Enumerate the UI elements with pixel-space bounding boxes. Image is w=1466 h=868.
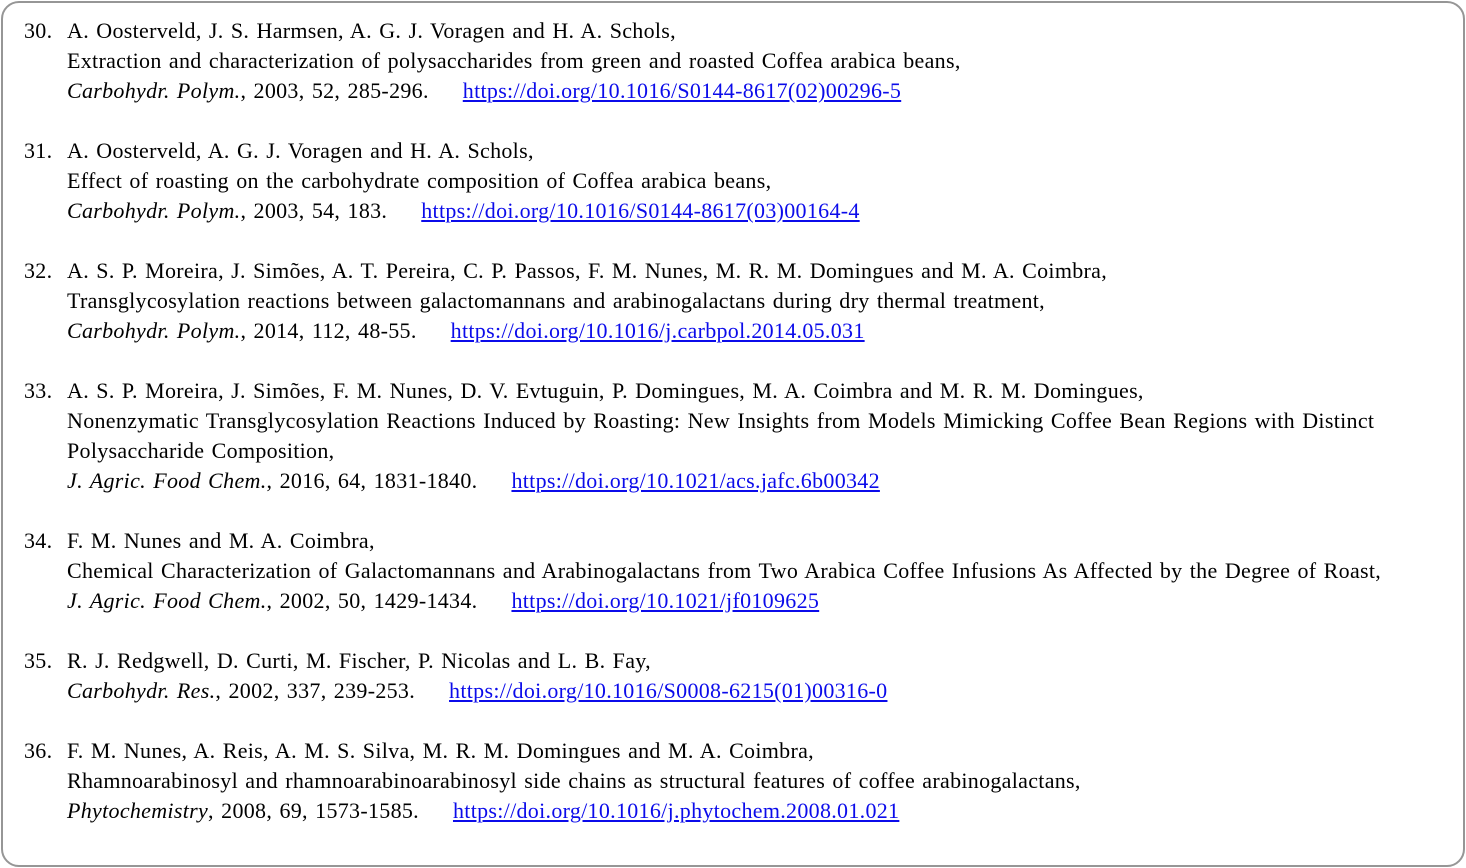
reference-number: 32. xyxy=(24,258,53,283)
reference-authors: F. M. Nunes, A. Reis, A. M. S. Silva, M. R. M. Domingues and M. A. Coimbra, xyxy=(67,738,814,763)
reference-list xyxy=(3,3,1463,826)
reference-journal: Carbohydr. Polym. xyxy=(67,318,241,343)
reference-authors: A. S. P. Moreira, J. Simões, F. M. Nunes, D. V. Evtuguin, P. Domingues, M. A. Coimbra and M. R. M. Domingues, xyxy=(67,378,1144,403)
doi-link[interactable]: https://doi.org/10.1016/j.carbpol.2014.05.031 xyxy=(450,318,865,343)
reference-item-35 xyxy=(3,646,1437,706)
reference-source-line xyxy=(67,196,1437,226)
reference-number: 31. xyxy=(24,138,53,163)
reference-title: Extraction and characterization of polysaccharides from green and roasted Coffea arabica beans, xyxy=(67,48,961,73)
reference-authors: A. S. P. Moreira, J. Simões, A. T. Pereira, C. P. Passos, F. M. Nunes, M. R. M. Domingues and M. A. Coimbra, xyxy=(67,258,1108,283)
reference-source-line xyxy=(67,466,1437,496)
reference-source-line xyxy=(67,586,1437,616)
reference-citation: , 2016, 64, 1831-1840. xyxy=(266,468,478,493)
reference-citation: , 2003, 52, 285-296. xyxy=(240,78,429,103)
reference-journal: J. Agric. Food Chem. xyxy=(67,588,267,613)
doi-link[interactable]: https://doi.org/10.1016/j.phytochem.2008.01.021 xyxy=(452,798,900,823)
reference-journal: Carbohydr. Polym. xyxy=(67,198,241,223)
reference-source-line xyxy=(67,76,1437,106)
reference-number: 34. xyxy=(24,528,53,553)
reference-number: 33. xyxy=(24,378,53,403)
reference-journal: Carbohydr. Polym. xyxy=(67,78,241,103)
reference-number: 30. xyxy=(24,18,53,43)
doi-link[interactable]: https://doi.org/10.1016/S0144-8617(03)00164-4 xyxy=(421,198,860,223)
reference-citation: , 2002, 337, 239-253. xyxy=(215,678,416,703)
reference-authors: R. J. Redgwell, D. Curti, M. Fischer, P. Nicolas and L. B. Fay, xyxy=(67,648,651,673)
reference-source-line xyxy=(67,316,1437,346)
reference-citation: , 2014, 112, 48-55. xyxy=(240,318,417,343)
reference-number: 36. xyxy=(24,738,53,763)
reference-authors: F. M. Nunes and M. A. Coimbra, xyxy=(67,528,375,553)
reference-item-32 xyxy=(3,256,1437,346)
reference-source-line xyxy=(67,796,1437,826)
reference-journal: Phytochemistry xyxy=(67,798,209,823)
reference-item-34 xyxy=(3,526,1437,616)
reference-authors: A. Oosterveld, A. G. J. Voragen and H. A. Schols, xyxy=(67,138,534,163)
reference-title: Chemical Characterization of Galactomannans and Arabinogalactans from Two Arabica Coffee Infusions As Affected by the Degree of Roast, xyxy=(67,558,1382,583)
doi-link[interactable]: https://doi.org/10.1021/jf0109625 xyxy=(511,588,820,613)
reference-authors: A. Oosterveld, J. S. Harmsen, A. G. J. Voragen and H. A. Schols, xyxy=(67,18,676,43)
reference-title: Rhamnoarabinosyl and rhamnoarabinoarabinosyl side chains as structural features of coffee arabinogalactans, xyxy=(67,768,1081,793)
reference-page-frame xyxy=(1,1,1465,867)
reference-title: Effect of roasting on the carbohydrate composition of Coffea arabica beans, xyxy=(67,168,772,193)
reference-title: Nonenzymatic Transglycosylation Reactions Induced by Roasting: New Insights from Models Mimicking Coffee Bean Regions with Distinct Polysaccharide Composition, xyxy=(67,408,1375,463)
reference-journal: J. Agric. Food Chem. xyxy=(67,468,267,493)
doi-link[interactable]: https://doi.org/10.1021/acs.jafc.6b00342 xyxy=(511,468,880,493)
reference-citation: , 2008, 69, 1573-1585. xyxy=(208,798,419,823)
doi-link[interactable]: https://doi.org/10.1016/S0144-8617(02)00296-5 xyxy=(462,78,902,103)
reference-number: 35. xyxy=(24,648,53,673)
reference-item-36 xyxy=(3,736,1437,826)
reference-item-30 xyxy=(3,16,1437,106)
reference-item-33 xyxy=(3,376,1437,496)
reference-citation: , 2002, 50, 1429-1434. xyxy=(266,588,478,613)
reference-source-line xyxy=(67,676,1437,706)
reference-journal: Carbohydr. Res. xyxy=(67,678,216,703)
reference-item-31 xyxy=(3,136,1437,226)
reference-citation: , 2003, 54, 183. xyxy=(240,198,388,223)
doi-link[interactable]: https://doi.org/10.1016/S0008-6215(01)00316-0 xyxy=(449,678,888,703)
reference-title: Transglycosylation reactions between galactomannans and arabinogalactans during dry thermal treatment, xyxy=(67,288,1045,313)
